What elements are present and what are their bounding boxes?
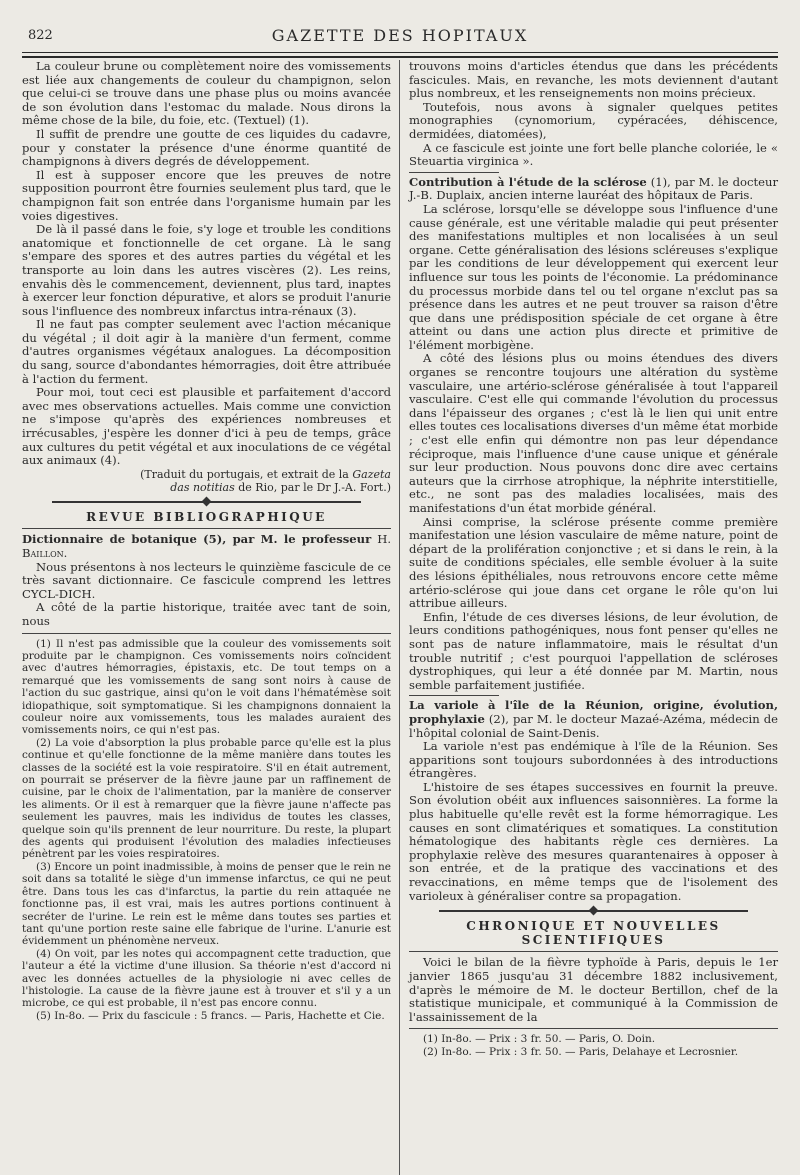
paragraph: Il ne faut pas compter seulement avec l'action mécanique du végétal ; il doit agir à la manière d'un ferment, comme d'autres organismes végétaux analogues. La décomposition du sang, source d'abondantes hémorragies, doit être attribuée à l'action du ferment. — [22, 317, 391, 386]
footnote: (2) La voie d'absorption la plus probable parce qu'elle est la plus continue et qu'elle fonctionne de la même manière dans toutes les classes de la société est la voie respiratoire. S'il en était autrement, on pourrait se préserver de la fièvre jaune par un raffinement de cuisine, par le choix de l'alimentation, par la manière de conserver les aliments. Or il est à remarquer que la fièvre jaune n'affecte pas seulement les pauvres, mais les individus de toutes les classes, quelque soin qu'ils prennent de leur nourriture. Du reste, la plupart des agents qui produisent l'évolution des maladies infectieuses pénètrent par les voies respiratoires. — [22, 736, 391, 861]
left-column — [22, 60, 399, 1175]
footnotes-right — [409, 1033, 778, 1058]
article-reference: (2), par M. le docteur Mazaé-Azéma, médecin de l'hôpital colonial de Saint-Denis. — [409, 711, 779, 740]
review-article-title: Dictionnaire de botanique (5), par M. le professeur — [22, 532, 372, 547]
article-title: Contribution à l'étude de la sclérose — [409, 174, 647, 189]
credit-translator: de Rio, par le Dr J.-A. Fort.) — [238, 480, 391, 494]
footnote: (1) In-8o. — Prix : 3 fr. 50. — Paris, O. Doin. — [423, 1033, 656, 1046]
paragraph: Pour moi, tout ceci est plausible et parfaitement d'accord avec mes observations actuelles. Mais comme une conviction ne s'impose qu'après des expériences nombreuses et irrécusables, j'espère les donner d'ici à peu de temps, grâce aux cultures du petit végétal et aux inoculations de ce végétal aux animaux (4). — [22, 385, 391, 468]
paragraph: La couleur brune ou complètement noire des vomissements est liée aux changements de couleur du champignon, selon que celui-ci se trouve dans une phase plus ou moins avancée de son évolution dans l'estomac du malade. Nous dirons la même chose de la bile, du foie, etc. (Textuel) (1). — [22, 59, 391, 128]
footnote: (2) In-8o. — Prix : 3 fr. 50. — Paris, Delahaye et Lecrosnier. — [423, 1045, 739, 1058]
paragraph: A côté de la partie historique, traitée avec tant de soin, nous — [22, 600, 391, 628]
paragraph: Voici le bilan de la fièvre typhoïde à Paris, depuis le 1er janvier 1865 jusqu'au 31 décembre 1882 inclusivement, d'après le mémoire de M. le docteur Bertillon, chef de la statistique municipale, et communiqué à la Commission de l'assainissement de la — [409, 955, 778, 1024]
paragraph: L'histoire de ses étapes successives en fournit la preuve. Son évolution obéit aux influences saisonnières. La forme la plus habituelle qu'elle revêt est la forme hémorragique. Les causes en sont climatériques et somatiques. La constitution hématologique des habitants règle ces dernières. La prophylaxie relève des mesures quarantenaires à opposer à son entrée, et de la pratique des vaccinations et des revaccinations, en même temps que de l'isolement des varioleux à généraliser contre sa propagation. — [409, 779, 778, 903]
paragraph: A côté des lésions plus ou moins étendues des divers organes se rencontre toujours une altération du système vasculaire, une artério-sclérose généralisée à tout l'appareil vasculaire. C'est elle qui commande l'évolution du processus dans l'épaisseur des organes ; c'est là le lien qui unit entre elles toutes ces localisations diverses d'un même état morbide ; c'est elle enfin qui démontre non pas leur dépendance réciproque, mais l'influence d'une cause unique et générale sur leur production. Nous pouvons donc dire avec certains auteurs que la cirrhose atrophique, la néphrite interstitielle, etc., ne sont pas des maladies localisées, mais des manifestations d'un état morbide général. — [409, 351, 778, 515]
paragraph: De là il passé dans le foie, s'y loge et trouble les conditions anatomique et fonctionnelle de cet organe. Là le sang s'empare des spores et des autres parties du végétal et les transporte au loin dans les autres viscères (2). Les reins, envahis dès le commencement, deviennent, plus tard, inaptes à exercer leur fonction dépurative, et alors se produit l'anurie sous l'influence des nombreux infarctus intra-rénaux (3). — [22, 222, 391, 318]
footnote-rule — [22, 633, 391, 634]
separator-rule — [409, 172, 499, 173]
paragraph: Ainsi comprise, la sclérose présente comme première manifestation une lésion vasculaire de même nature, point de départ de la prolifération conjonctive ; et si dans le rein, à la suite de conditions spéciales, elle semble évoluer à la suite des lésions épithéliales, nous retrouvons encore cette même artério-sclérose qui joue dans cet organe le rôle qu'on lui attribue ailleurs. — [409, 514, 778, 611]
paragraph: Il suffit de prendre une goutte de ces liquides du cadavre, pour y constater la présence d'une énorme quantité de champignons à divers degrés de développement. — [22, 126, 391, 169]
credit-text: (Traduit du portugais, et extrait de la — [140, 467, 349, 481]
credit-journal-2: das notitias — [170, 480, 235, 494]
section-ornament — [22, 497, 391, 507]
right-column — [399, 60, 778, 1175]
footnote: (5) In-8o. — Prix du fascicule : 5 francs. — Paris, Hachette et Cie. — [36, 1009, 385, 1022]
paragraph: A ce fascicule est jointe une fort belle planche coloriée, le « Steuartia virginica ». — [409, 140, 778, 169]
footnote-rule — [409, 1028, 778, 1029]
footnote: (1) Il n'est pas admissible que la couleur des vomissements soit produite par le champignon. Ces vomissements noirs coïncident avec d'autres hémorragies, épistaxis, etc. De tout temps on a remarqué que les vomissements de sang sont noirs à cause de l'action du suc gastrique, ainsi qu'on le voit dans l'hématémèse soit idiopathique, soit symptomatique. Si les champignons donnaient la couleur noire aux vomissements, tous les malades auraient des vomissements noirs, ce qui n'est pas. — [22, 637, 391, 737]
article-heading-variole — [409, 699, 778, 740]
article-heading-sclerose — [409, 176, 778, 203]
header-rule — [22, 52, 778, 53]
paragraph: trouvons moins d'articles étendus que dans les précédents fascicules. Mais, en revanche, les mots deviennent d'autant plus nombreux, et les renseignements non moins précieux. — [409, 59, 778, 101]
footnote: (3) Encore un point inadmissible, à moins de penser que le rein ne soit dans sa totalité le siège d'un immense infarctus, ce qui ne peut être. Dans tous les cas d'infarctus, la partie du rein attaquée ne fonctionne pas, il est vrai, mais les autres portions continuent à secréter de l'urine. Le rein est le même dans toutes ses parties et tant qu'une portion reste saine elle fabrique de l'urine. L'anurie est évidemment un phénomène nerveux. — [22, 860, 391, 948]
paragraph: La sclérose, lorsqu'elle se développe sous l'influence d'une cause générale, est une véritable maladie qui peut présenter des manifestations multiples et non localisées à un seul organe. Cette généralisation des lésions scléreuses s'explique par les conditions de leur développement qui exercent leur influence sur tous les points de l'économie. La prédominance du processus morbide dans tel ou tel organe n'exclut pas sa présence dans les autres et ne peut trouver sa raison d'être que dans une prédisposition spéciale de cet organe à être atteint ou dans une action plus directe et primitive de l'élément morbigène. — [409, 201, 778, 352]
page-header — [22, 20, 778, 60]
section-ornament — [409, 906, 778, 916]
article-reference: (1), par M. le docteur J.-B. Duplaix, ancien interne lauréat des hôpitaux de Paris. — [409, 174, 778, 203]
footnote: (4) On voit, par les notes qui accompagnent cette traduction, que l'auteur a été la victime d'une illusion. Sa théorie n'est d'accord ni avec les données actuelles de la physiologie ni avec celles de l'histologie. La cause de la fièvre jaune est à trouver et s'il y a un microbe, ce qui est probable, il n'est pas encore connu. — [22, 947, 391, 1010]
section-rule — [22, 528, 391, 529]
paragraph: Nous présentons à nos lecteurs le quinzième fascicule de ce très savant dictionnaire. Ce fascicule comprend les lettres CYCL-DICH. — [22, 559, 391, 601]
paragraph: Il est à supposer encore que les preuves de notre supposition pourront être fournies seulement plus tard, que le champignon fait son entrée dans l'organisme humain par les voies digestives. — [22, 167, 391, 223]
page-number: 822 — [28, 28, 53, 43]
columns — [22, 60, 778, 1175]
article-title: La variole à l'île de la Réunion, origine, évolution, prophylaxie — [409, 698, 778, 726]
section-title-chronique: CHRONIQUE ET NOUVELLES SCIENTIFIQUES — [466, 919, 721, 947]
translation-credit — [22, 468, 391, 494]
journal-title: GAZETTE DES HOPITAUX — [271, 26, 529, 45]
footnotes-left — [22, 638, 391, 1023]
credit-journal: Gazeta — [352, 467, 391, 481]
paragraph: La variole n'est pas endémique à l'île de la Réunion. Ses apparitions sont toujours subordonnées à des introductions étrangères. — [409, 739, 778, 781]
separator-rule — [409, 695, 499, 696]
section-rule — [409, 951, 778, 952]
review-article-heading — [22, 533, 391, 560]
review-article-author: H. Baillon. — [22, 532, 391, 560]
header-rule-thick — [22, 56, 778, 58]
paragraph: Enfin, l'étude de ces diverses lésions, de leur évolution, de leurs conditions pathogéniques, nous font penser qu'elles ne sont pas de nature inflammatoire, mais le résultat d'un trouble nutritif ; c'est pourquoi l'appellation de scléroses dystrophiques, qui leur a été donnée par M. Martin, nous semble parfaitement justifiée. — [409, 609, 778, 692]
section-title-revue: REVUE BIBLIOGRAPHIQUE — [86, 509, 327, 524]
paragraph: Toutefois, nous avons à signaler quelques petites monographies (cynomorium, cypéracées, déhiscence, dermidées, diatomées), — [409, 99, 778, 141]
